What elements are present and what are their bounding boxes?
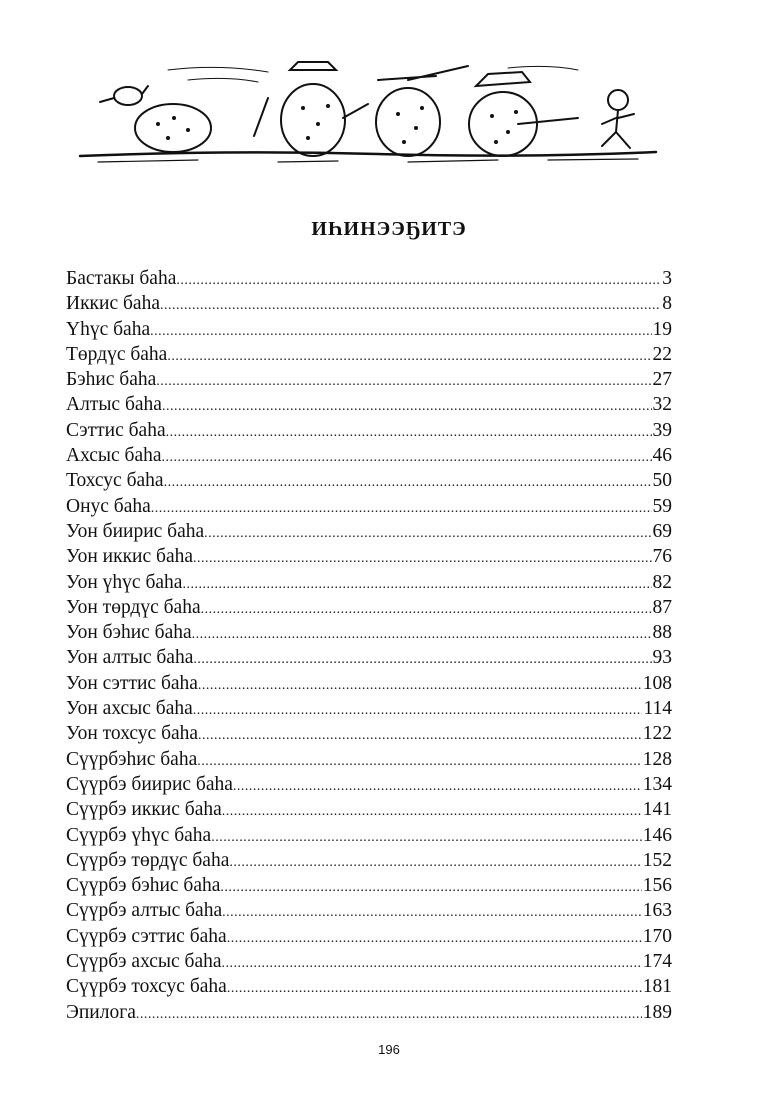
toc-entry-page: 128	[642, 748, 672, 770]
toc-entry-label: Сүүрбэ ахсыс баһа	[66, 951, 222, 973]
toc-entry-label: Ахсыс баһа	[66, 445, 162, 467]
toc-entry-label: Сүүрбэ биирис баһа	[66, 773, 233, 795]
dot-leader	[151, 496, 652, 521]
toc-entry-page: 82	[652, 571, 672, 593]
toc-entry-page: 134	[642, 773, 672, 795]
dot-leader	[162, 394, 652, 419]
toc-entry-label: Бастакы баһа	[66, 268, 177, 289]
toc-entry-label: Төрдүс баһа	[66, 343, 168, 365]
dot-leader	[164, 470, 652, 495]
toc-entry-page: 108	[642, 672, 672, 694]
dot-leader	[233, 774, 642, 799]
dot-leader	[222, 951, 642, 976]
toc-entry[interactable]	[66, 342, 672, 367]
toc-entry[interactable]	[66, 443, 672, 468]
dot-leader	[192, 622, 652, 647]
toc-entry-label: Уон биирис баһа	[66, 520, 205, 542]
toc-entry-page: 146	[642, 824, 672, 846]
dot-leader	[211, 825, 642, 850]
toc-entry[interactable]	[66, 772, 672, 797]
toc-entry-label: Онус баһа	[66, 495, 151, 517]
dot-leader	[136, 1002, 642, 1027]
toc-entry-page: 114	[643, 698, 672, 720]
toc-entry-page: 141	[642, 799, 672, 821]
dot-leader	[198, 723, 642, 748]
toc-entry-label: Уон төрдүс баһа	[66, 596, 201, 618]
toc-entry-label: Сүүрбэ сэттис баһа	[66, 925, 227, 947]
toc-entry-page: 50	[652, 470, 672, 492]
toc-entry-page: 3	[662, 268, 672, 289]
dot-leader	[150, 319, 651, 344]
toc-entry-page: 87	[652, 596, 672, 618]
dot-leader	[166, 420, 652, 445]
toc-entry-page: 46	[652, 445, 672, 467]
toc-entry-page: 156	[642, 875, 672, 897]
dot-leader	[167, 344, 651, 369]
dot-leader	[198, 673, 642, 698]
toc-entry[interactable]	[66, 671, 672, 696]
toc-entry[interactable]	[66, 974, 672, 999]
dot-leader	[193, 546, 652, 571]
toc-entry[interactable]	[66, 645, 672, 670]
toc-entry-page: 76	[652, 546, 672, 568]
dot-leader	[227, 976, 642, 1001]
toc-entry[interactable]	[66, 266, 672, 291]
dot-leader	[160, 293, 661, 318]
toc-entry[interactable]	[66, 696, 672, 721]
toc-entry[interactable]	[66, 873, 672, 898]
toc-entry[interactable]	[66, 949, 672, 974]
toc-entry[interactable]	[66, 392, 672, 417]
toc-entry-label: Уон ахсыс баһа	[66, 698, 193, 720]
toc-entry[interactable]	[66, 1000, 672, 1025]
toc-entry-page: 59	[652, 495, 672, 517]
toc-entry[interactable]	[66, 747, 672, 772]
toc-entry[interactable]	[66, 468, 672, 493]
toc-entry[interactable]	[66, 570, 672, 595]
toc-entry-label: Сүүрбэ алтыс баһа	[66, 900, 223, 922]
toc-entry[interactable]	[66, 291, 672, 316]
toc-entry[interactable]	[66, 418, 672, 443]
toc-entry[interactable]	[66, 620, 672, 645]
toc-entry-label: Сүүрбэ төрдүс баһа	[66, 849, 230, 871]
toc-entry[interactable]	[66, 721, 672, 746]
toc-entry[interactable]	[66, 519, 672, 544]
dot-leader	[229, 850, 641, 875]
toc-entry-label: Эпилога	[66, 1001, 136, 1023]
toc-entry[interactable]	[66, 898, 672, 923]
toc-entry-label: Уон тохсус баһа	[66, 723, 199, 745]
chase-scene-illustration	[78, 58, 658, 170]
dot-leader	[197, 749, 642, 774]
toc-entry-page: 181	[642, 976, 672, 998]
toc-entry-label: Үһүс баһа	[66, 318, 151, 340]
dot-leader	[204, 521, 651, 546]
toc-entry-label: Тохсус баһа	[66, 470, 164, 492]
page-number: 196	[378, 1042, 400, 1057]
dot-leader	[182, 572, 651, 597]
toc-entry-label: Сүүрбэ үһүс баһа	[66, 824, 212, 846]
table-of-contents	[66, 266, 672, 1025]
toc-entry[interactable]	[66, 317, 672, 342]
toc-entry-page: 122	[642, 723, 672, 745]
toc-entry-page: 174	[642, 951, 672, 973]
toc-entry-label: Сүүрбэһис баһа	[66, 748, 198, 770]
toc-entry[interactable]	[66, 823, 672, 848]
toc-entry-page: 32	[652, 394, 672, 416]
toc-entry[interactable]	[66, 544, 672, 569]
toc-entry[interactable]	[66, 595, 672, 620]
toc-entry-label: Уон сэттис баһа	[66, 672, 198, 694]
dot-leader	[156, 369, 651, 394]
toc-entry-page: 69	[652, 520, 672, 542]
dot-leader	[193, 647, 651, 672]
toc-entry-page: 93	[652, 647, 672, 669]
dot-leader	[222, 900, 642, 925]
toc-entry-page: 39	[652, 419, 672, 441]
toc-entry-page: 19	[652, 318, 672, 340]
toc-entry-label: Уон бэһис баһа	[66, 622, 192, 644]
dot-leader	[193, 698, 643, 723]
dot-leader	[176, 268, 661, 293]
toc-entry-page: 22	[652, 343, 672, 365]
toc-entry-label: Уон иккис баһа	[66, 546, 193, 568]
dot-leader	[201, 597, 652, 622]
dot-leader	[162, 445, 652, 470]
toc-entry-label: Сэттис баһа	[66, 419, 166, 441]
toc-entry-label: Уон алтыс баһа	[66, 647, 194, 669]
toc-entry[interactable]	[66, 494, 672, 519]
toc-entry-label: Сүүрбэ бэһис баһа	[66, 875, 221, 897]
toc-entry-page: 163	[642, 900, 672, 922]
toc-entry-label: Сүүрбэ тохсус баһа	[66, 976, 227, 998]
toc-entry-label: Иккис баһа	[66, 293, 160, 315]
dot-leader	[227, 926, 642, 951]
toc-entry[interactable]	[66, 924, 672, 949]
toc-entry-label: Уон үһүс баһа	[66, 571, 183, 593]
toc-entry-page: 27	[652, 369, 672, 391]
toc-entry-page: 170	[642, 925, 672, 947]
dot-leader	[220, 875, 641, 900]
toc-entry-page: 189	[642, 1001, 672, 1023]
toc-entry-page: 152	[642, 849, 672, 871]
toc-entry[interactable]	[66, 797, 672, 822]
toc-entry[interactable]	[66, 848, 672, 873]
dot-leader	[222, 799, 642, 824]
toc-entry-label: Алтыс баһа	[66, 394, 162, 416]
toc-entry-page: 8	[662, 293, 672, 315]
toc-entry[interactable]	[66, 367, 672, 392]
toc-entry-page: 88	[652, 622, 672, 644]
toc-entry-label: Бэһис баһа	[66, 369, 157, 391]
toc-entry-label: Сүүрбэ иккис баһа	[66, 799, 222, 821]
page-title: ИҺИНЭЭҔИТЭ	[311, 218, 467, 240]
